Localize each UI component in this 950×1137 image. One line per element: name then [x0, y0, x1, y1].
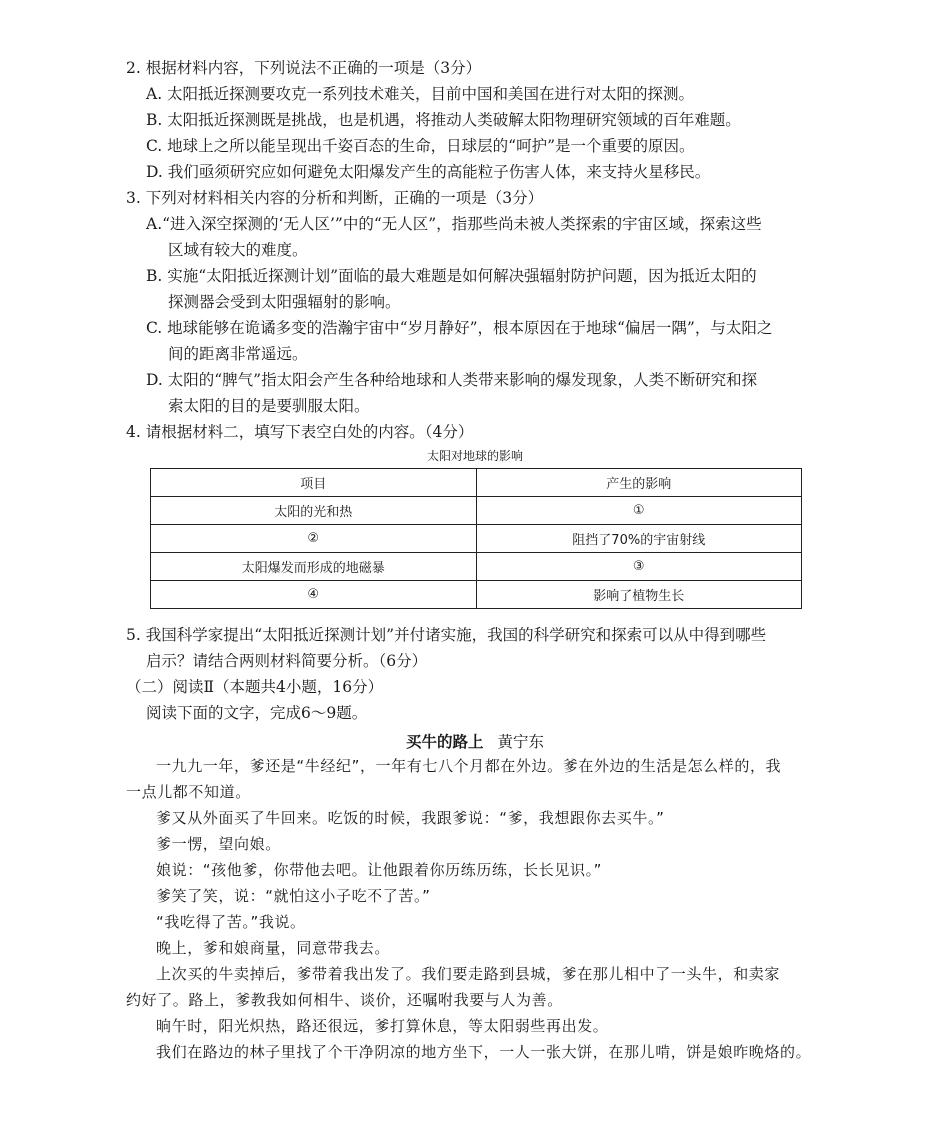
effects-table — [150, 468, 802, 609]
table-cell: ① — [476, 497, 802, 525]
q3-option-a-cont: 区域有较大的难度。 — [168, 241, 308, 259]
table-cell: ③ — [476, 553, 802, 581]
paragraph: 爹笑了笑，说：“就怕这小子吃不了苦。” — [156, 887, 431, 905]
q4-stem: 4. 请根据材料二，填写下表空白处的内容。（4分） — [126, 423, 474, 441]
section-instruction: 阅读下面的文字，完成6～9题。 — [146, 704, 368, 722]
paragraph: 娘说：“孩他爹，你带他去吧。让他跟着你历练历练，长长见识。” — [156, 861, 603, 879]
table-caption: 太阳对地球的影响 — [426, 449, 523, 463]
q2-option-b: B. 太阳抵近探测既是挑战，也是机遇，将推动人类破解太阳物理研究领域的百年难题。 — [146, 111, 741, 129]
paragraph: 爹又从外面买了牛回来。吃饭的时候，我跟爹说：“爹，我想跟你去买牛。” — [156, 809, 665, 827]
paragraph: “我吃得了苦。”我说。 — [156, 913, 306, 931]
table-cell: 阻挡了70%的宇宙射线 — [476, 525, 802, 553]
q3-option-b-cont: 探测器会受到太阳强辐射的影响。 — [168, 293, 401, 311]
paragraph: 晌午时，阳光炽热，路还很远，爹打算休息，等太阳弱些再出发。 — [156, 1017, 609, 1035]
table-row — [151, 525, 802, 553]
table-cell: ② — [151, 525, 477, 553]
q3-option-d: D. 太阳的“脾气”指太阳会产生各种给地球和人类带来影响的爆发现象，人类不断研究和探 — [146, 371, 758, 389]
story-title: 买牛的路上 — [405, 732, 484, 751]
table-cell: 太阳爆发而形成的地磁暴 — [151, 553, 477, 581]
table-header-cell: 产生的影响 — [476, 469, 802, 497]
q2-option-d: D. 我们亟须研究应如何避免太阳爆发产生的高能粒子伤害人体，来支持火星移民。 — [146, 163, 711, 181]
paragraph-cont: 约好了。路上，爹教我如何相牛、谈价，还嘱咐我要与人为善。 — [126, 991, 563, 1009]
paragraph-cont: 一点儿都不知道。 — [126, 783, 251, 801]
q3-option-d-cont: 索太阳的目的是要驯服太阳。 — [168, 397, 370, 415]
table-header-cell: 项目 — [151, 469, 477, 497]
table-row — [151, 581, 802, 609]
q3-option-c-cont: 间的距离非常遥远。 — [168, 345, 308, 363]
table-row — [151, 497, 802, 525]
paragraph: 上次买的牛卖掉后，爹带着我出发了。我们要走路到县城，爹在那儿相中了一头牛，和卖家 — [156, 965, 781, 983]
q2-option-a: A. 太阳抵近探测要攻克一系列技术难关，目前中国和美国在进行对太阳的探测。 — [146, 85, 695, 103]
section-heading: （二）阅读Ⅱ（本题共4小题，16分） — [126, 678, 384, 696]
q3-option-a: A.“进入深空探测的‘无人区’”中的“无人区”，指那些尚未被人类探索的宇宙区域，探索这些 — [146, 215, 762, 233]
q5-stem-cont: 启示？请结合两则材料简要分析。（6分） — [146, 652, 428, 670]
q2-stem: 2. 根据材料内容，下列说法不正确的一项是（3分） — [126, 59, 482, 77]
paragraph: 晚上，爹和娘商量，同意带我去。 — [156, 939, 391, 957]
story-author: 黄宁东 — [497, 733, 545, 751]
story-title-block — [0, 730, 950, 752]
q3-option-c: C. 地球能够在诡谲多变的浩瀚宇宙中“岁月静好”，根本原因在于地球“偏居一隅”，与太阳之 — [146, 319, 773, 337]
table-cell: 影响了植物生长 — [476, 581, 802, 609]
q3-option-b: B. 实施“太阳抵近探测计划”面临的最大难题是如何解决强辐射防护问题，因为抵近太阳的 — [146, 267, 757, 285]
paragraph: 我们在路边的林子里找了个干净阴凉的地方坐下，一人一张大饼，在那儿啃，饼是娘昨晚烙的。 — [156, 1043, 812, 1061]
table-cell: 太阳的光和热 — [151, 497, 477, 525]
paragraph: 一九九一年，爹还是“牛经纪”，一年有七八个月都在外边。爹在外边的生活是怎么样的，我 — [156, 757, 782, 775]
table-cell: ④ — [151, 581, 477, 609]
table-header-row — [151, 469, 802, 497]
q5-stem: 5. 我国科学家提出“太阳抵近探测计划”并付诸实施，我国的科学研究和探索可以从中得到哪些 — [126, 626, 767, 644]
q2-option-c: C. 地球上之所以能呈现出千姿百态的生命，日球层的“呵护”是一个重要的原因。 — [146, 137, 695, 155]
paragraph: 爹一愣，望向娘。 — [156, 835, 281, 853]
q3-stem: 3. 下列对材料相关内容的分析和判断，正确的一项是（3分） — [126, 189, 544, 207]
table-row — [151, 553, 802, 581]
